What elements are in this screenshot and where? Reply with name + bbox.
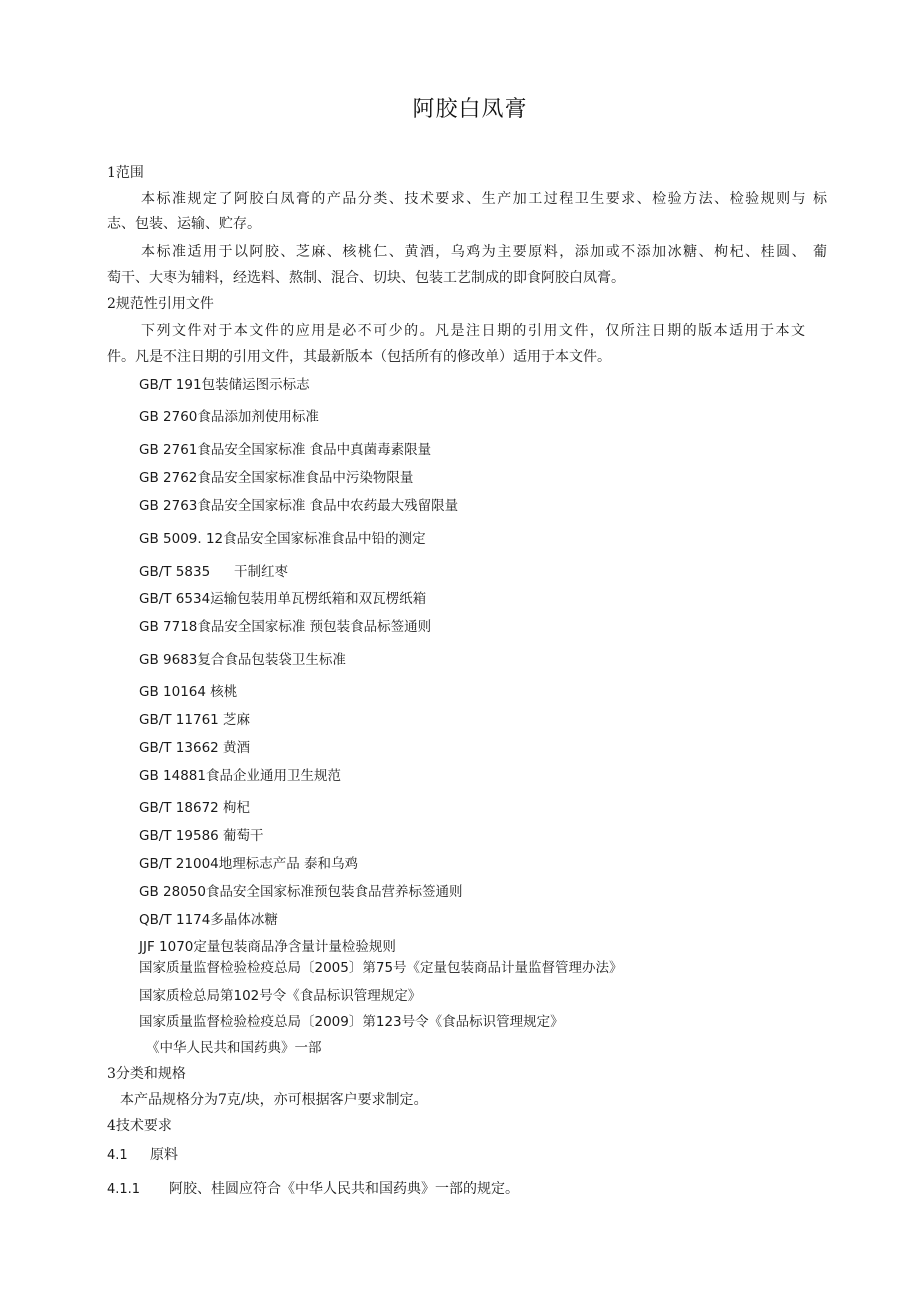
scope-paragraph-1-line-1: 本标准规定了阿胶白凤膏的产品分类、技术要求、生产加工过程卫生要求、检验方法、检验规则与 标 [141, 191, 827, 207]
reference-item: 国家质量监督检验检疫总局〔2009〕第123号令《食品标识管理规定》 [139, 1014, 564, 1030]
clause-text: 阿胶、桂圆应符合《中华人民共和国药典》一部的规定。 [169, 1181, 519, 1197]
reference-item: GB 9683复合食品包装袋卫生标准 [139, 652, 346, 668]
reference-item: GB/T 11761 芝麻 [139, 712, 251, 728]
reference-item: GB 14881食品企业通用卫生规范 [139, 768, 341, 784]
reference-item: GB 2761食品安全国家标准 食品中真菌毒素限量 [139, 442, 432, 458]
reference-item: GB 28050食品安全国家标准预包装食品营养标签通则 [139, 884, 463, 900]
reference-item: JJF 1070定量包装商品净含量计量检验规则 [139, 939, 396, 955]
reference-item: GB 10164 核桃 [139, 684, 238, 700]
section-number: 4.1 [107, 1148, 128, 1163]
references-intro-line-2: 件。凡是不注日期的引用文件，其最新版本（包括所有的修改单）适用于本文件。 [107, 349, 611, 365]
reference-item: GB/T 191包装储运图示标志 [139, 377, 310, 393]
document-title: 阿胶白凤膏 [412, 97, 528, 122]
reference-item: GB 2763食品安全国家标准 食品中农药最大残留限量 [139, 498, 459, 514]
scope-paragraph-2-line-1: 本标准适用于以阿胶、芝麻、核桃仁、黄酒，乌鸡为主要原料，添加或不添加冰糖、枸杞、桂圆、 葡 [141, 244, 827, 260]
reference-item: GB/T 18672 枸杞 [139, 800, 251, 816]
reference-item: GB/T 6534运输包装用单瓦楞纸箱和双瓦楞纸箱 [139, 591, 427, 607]
scope-paragraph-1-line-2: 志、包装、运输、贮存。 [107, 216, 261, 232]
references-intro-line-1: 下列文件对于本文件的应用是必不可少的。凡是注日期的引用文件，仅所注日期的版本适用于本文 [141, 323, 805, 339]
section-1-heading: 1范围 [107, 165, 144, 181]
clause-number: 4.1.1 [107, 1182, 141, 1197]
reference-item: 国家质检总局第102号令《食品标识管理规定》 [139, 988, 422, 1004]
section-title: 原料 [150, 1147, 178, 1163]
reference-title: 干制红枣 [234, 564, 288, 580]
clause-4-1-1 [107, 1180, 519, 1199]
reference-item: GB 2760食品添加剂使用标准 [139, 409, 319, 425]
reference-item: GB 5009. 12食品安全国家标准食品中铅的测定 [139, 531, 426, 547]
reference-item: 国家质量监督检验检疫总局〔2005〕第75号《定量包装商品计量监督管理办法》 [139, 960, 623, 976]
reference-item: GB/T 19586 葡萄干 [139, 828, 264, 844]
reference-item: GB/T 13662 黄酒 [139, 740, 251, 756]
section-3-heading: 3分类和规格 [107, 1066, 186, 1082]
reference-item: GB/T 21004地理标志产品 泰和乌鸡 [139, 856, 359, 872]
section-2-heading: 2规范性引用文件 [107, 296, 214, 312]
reference-item: 《中华人民共和国药典》一部 [146, 1040, 322, 1056]
section-4-heading: 4技术要求 [107, 1118, 172, 1134]
specification-text: 本产品规格分为7克/块，亦可根据客户要求制定。 [120, 1092, 428, 1108]
section-4-1-heading [107, 1146, 178, 1165]
reference-item: QB/T 1174多晶体冰糖 [139, 912, 278, 928]
reference-item: GB 7718食品安全国家标准 预包装食品标签通则 [139, 619, 432, 635]
reference-code: GB/T 5835 [139, 564, 211, 580]
reference-item-gbt-5835 [139, 563, 288, 581]
reference-item: GB 2762食品安全国家标准食品中污染物限量 [139, 470, 414, 486]
scope-paragraph-2-line-2: 萄干、大枣为辅料，经选料、熬制、混合、切块、包装工艺制成的即食阿胶白凤膏。 [107, 270, 625, 286]
